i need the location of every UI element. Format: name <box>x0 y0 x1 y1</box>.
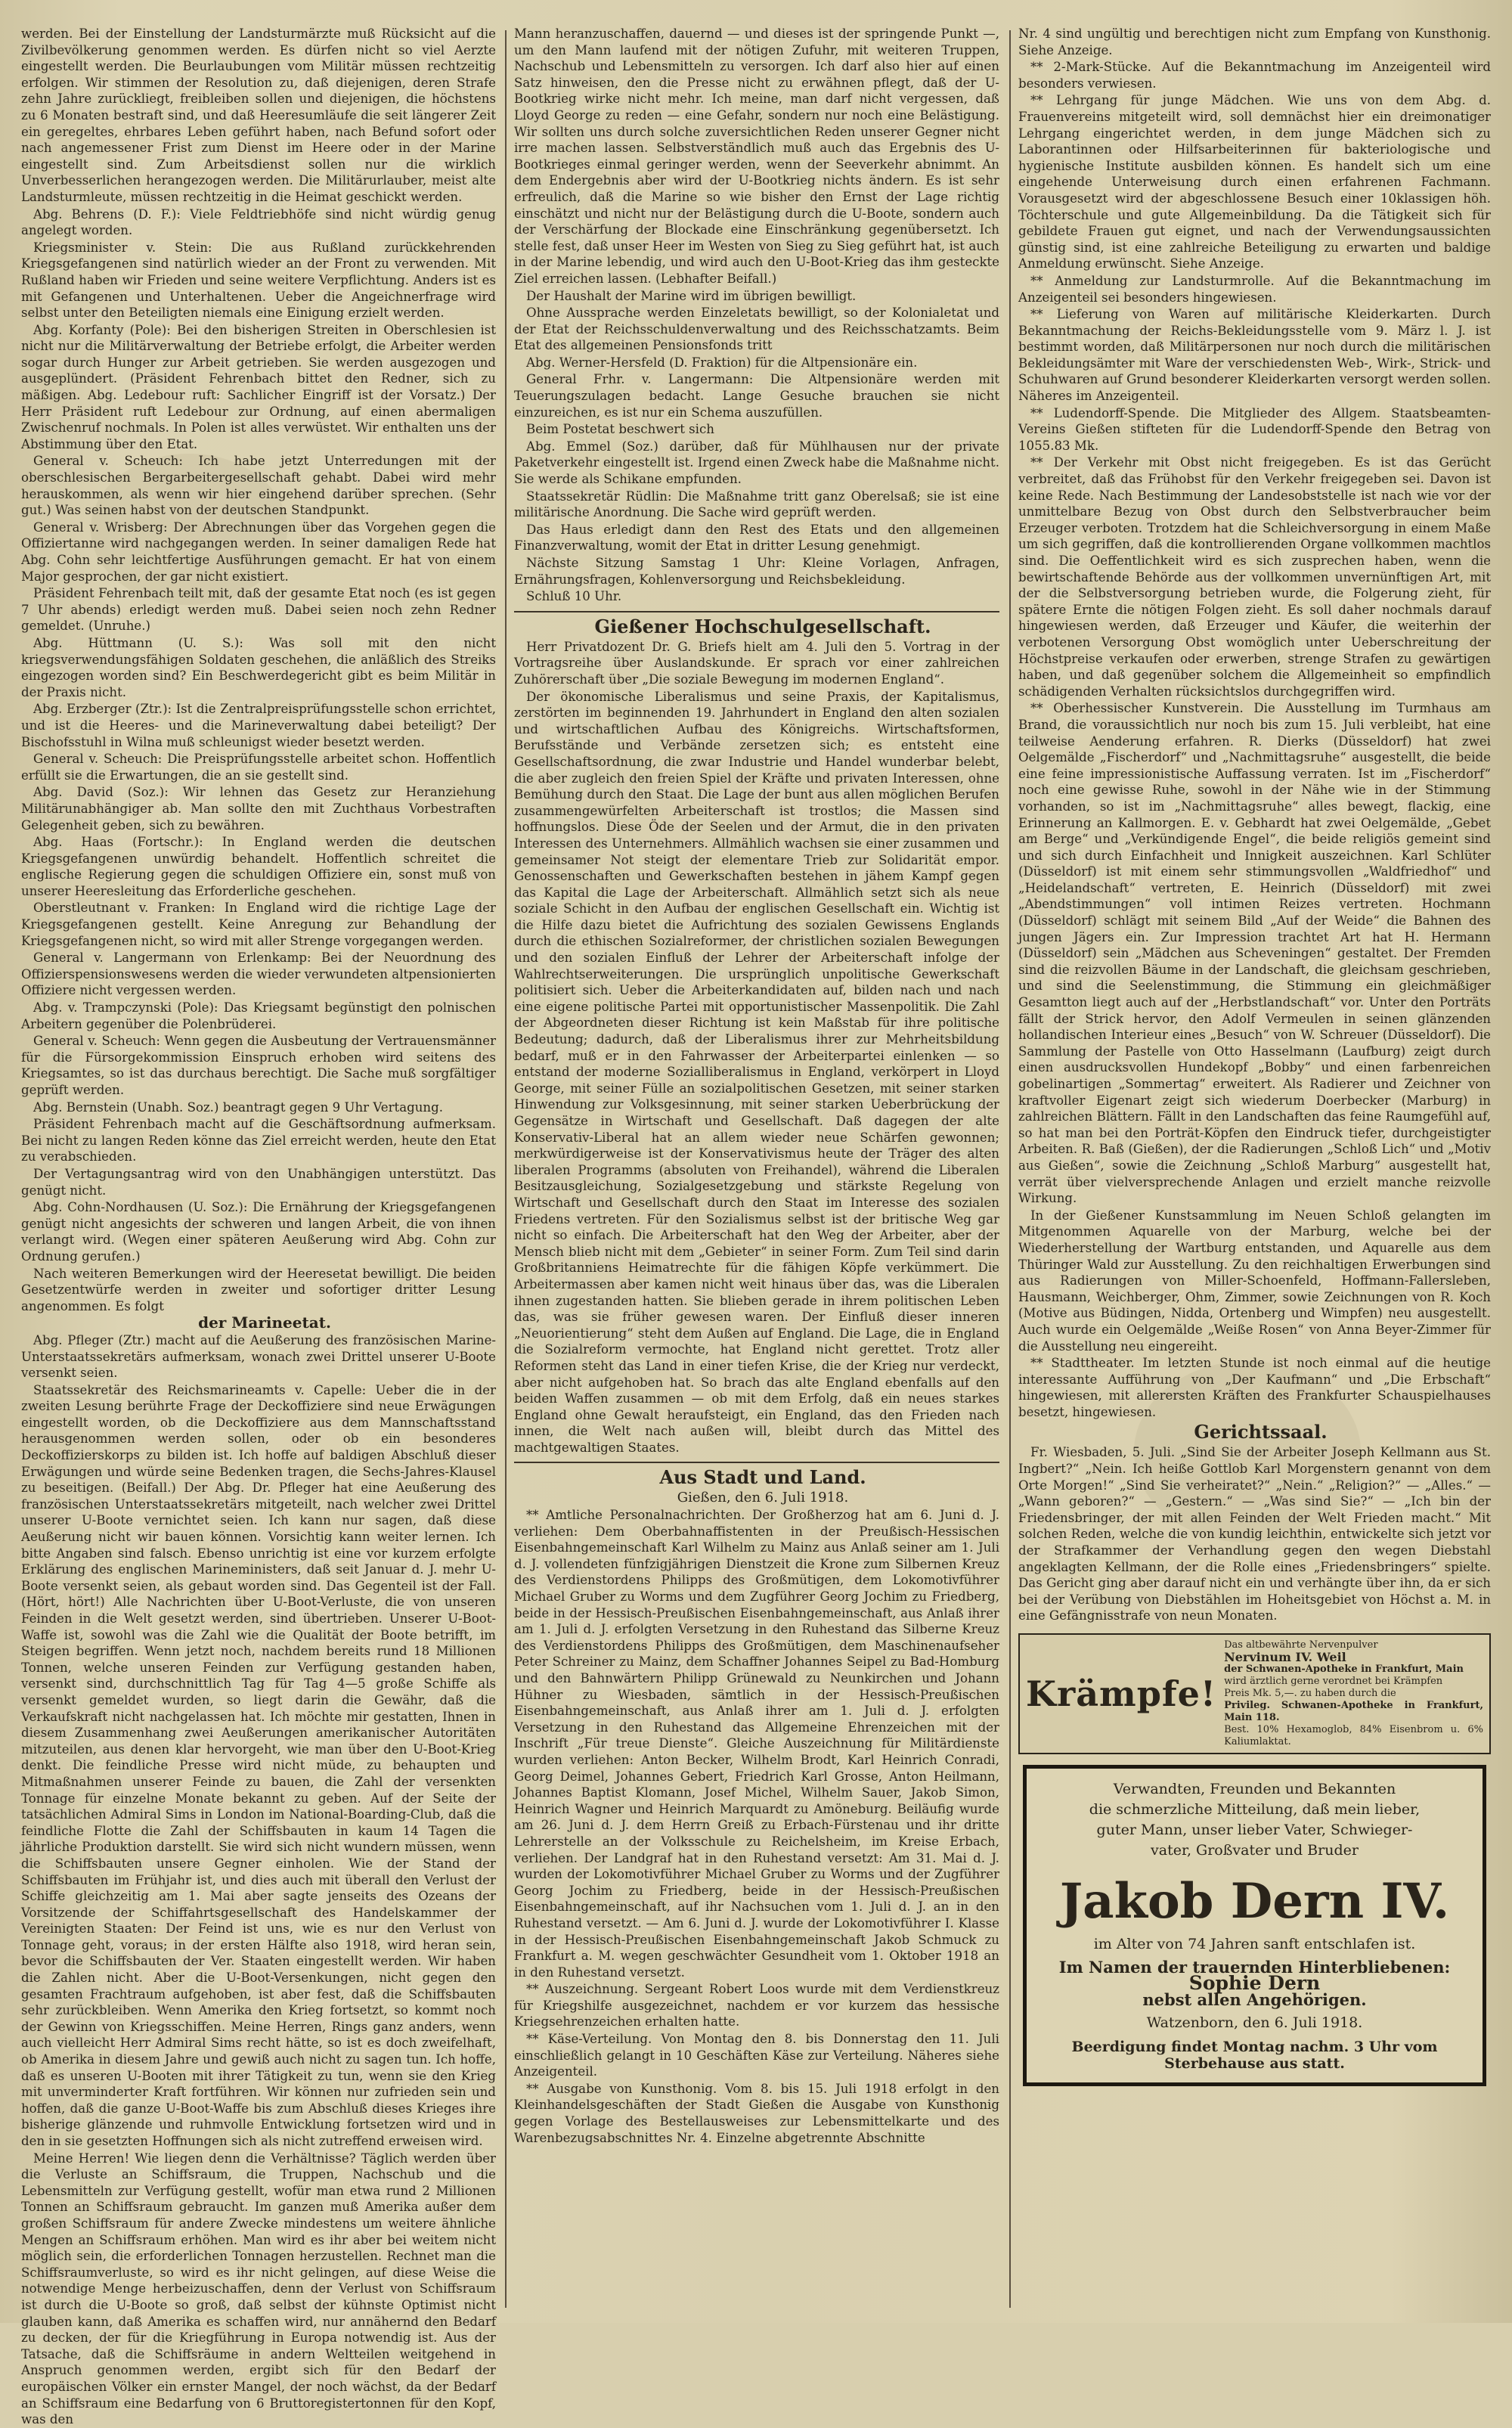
article-paragraph: General v. Scheuch: Ich habe jetzt Unterredungen mit der oberschlesischen Bergarbeitergesellschaft gehabt. Dabei wird mehr herauskommen, als wenn wir hier eingehend darüber sprechen. (Sehr gut.) Was seinen habst von der deutschen Standpunkt. <box>21 454 496 518</box>
article-paragraph: Präsident Fehrenbach macht auf die Geschäftsordnung aufmerksam. Bei nicht zu langen Reden könne das Ziel erreicht werden, heute den Etat zu verabschieden. <box>21 1117 496 1164</box>
column-middle <box>514 26 999 2309</box>
deceased-name: Jakob Dern IV. <box>1059 1873 1450 1930</box>
notice-signature-rel: nebst allen Angehörigen. <box>1142 1989 1367 2009</box>
article-paragraph: Nr. 4 sind ungültig und berechtigen nicht zum Empfang von Kunsthonig. Siehe Anzeige. <box>1018 26 1491 57</box>
article-paragraph: General v. Scheuch: Die Preisprüfungsstelle arbeitet schon. Hoffentlich erfüllt sie die Erwartungen, die an sie gestellt sind. <box>21 752 496 783</box>
article-paragraph: Abg. Emmel (Soz.) darüber, daß für Mühlhausen nur der private Paketverkehr eingestellt ist. Irgend einen Zweck habe die Maßnahme nicht. Sie werde als Schikane empfunden. <box>514 439 999 487</box>
article-paragraph: Schluß 10 Uhr. <box>526 589 622 604</box>
article-paragraph: ** Lehrgang für junge Mädchen. Wie uns von dem Abg. d. Frauenvereins mitgeteilt wird, soll demnächst hier ein dreimonatiger Lehrgang eingerichtet werden, in dem junge Mädchen sich zu Laborantinnen oder Hilfsarbeiterinnen für bakteriologische und hygienische Institute ausbilden können. Es handelt sich um eine eingehende Unterweisung durch einen erfahrenen Fachmann. Vorausgesetzt wird der abgeschlossene Besuch einer 10klassigen höh. Töchterschule und gute Allgemeinbildung. Da die Tätigkeit sich für gebildete Frauen gut eignet, und nach der Verwendungsaussichten günstig sind, ist eine zahlreiche Beteiligung zu erwarten und baldige Anmeldung erwünscht. Siehe Anzeige. <box>1018 93 1491 271</box>
article-paragraph: Fr. Wiesbaden, 5. Juli. „Sind Sie der Arbeiter Joseph Kellmann aus St. Ingbert?“ „Nein. Ich heiße Gottlob Karl Morgenstern genannt von dem Orte Morgen!“ „Sind Sie verheiratet?“ „Nein.“ „Religion?“ — „Alles.“ — „Wann geboren?“ — „Gestern.“ — „Was sind Sie?“ — „Ich bin der Friedensbringer, der mit allen Feinden der Welt Frieden macht.“ Mit solchen Reden, welche die von kundig leichthin, entwickelte sich jetzt vor der Strafkammer der Verhandlung gegen den wegen Diebstahl angeklagten Kellmann, der die Rolle eines „Friedensbringers“ spielte. Das Gericht ging aber darauf nicht ein und verhängte über ihn, da er sich bei der Verübung von Diebstählen im Hoheitsgebiet von Höchst a. M. in eine Gefängnisstrafe von neun Monaten. <box>1018 1445 1491 1623</box>
article-paragraph: General v. Scheuch: Wenn gegen die Ausbeutung der Vertrauensmänner für die Fürsorgekommission Einspruch erhoben wird seitens des Kriegsamtes, so ist das durchaus berechtigt. Die Sache muß sorgfältiger geprüft werden. <box>21 1034 496 1097</box>
notice-age: im Alter von 74 Jahren sanft entschlafen ist. <box>1093 1936 1416 1952</box>
notice-place-date: Watzenborn, den 6. Juli 1918. <box>1146 2014 1363 2032</box>
article-paragraph: Oberstleutnant v. Franken: In England wird die richtige Lage der Kriegsgefangenen gestellt. Keine Anregung zur Behandlung der Kriegsgefangenen nicht, so wird mit aller Strenge vorgegangen werden. <box>21 901 496 948</box>
article-paragraph: Abg. Erzberger (Ztr.): Ist die Zentralpreisprüfungsstelle schon errichtet, und ist die Heeres- und die Marineverwaltung dabei beteiligt? Der Bischofsstuhl in Wilna muß schleunigst wieder besetzt werden. <box>21 702 496 749</box>
column-rule <box>505 30 507 2308</box>
article-paragraph: Abg. Bernstein (Unabh. Soz.) beantragt gegen 9 Uhr Vertagung. <box>33 1099 444 1115</box>
death-notice <box>1023 1765 1486 2086</box>
article-paragraph: Meine Herren! Wie liegen denn die Verhältnisse? Täglich werden über die Verluste an Schiffsraum, die Truppen, Nachschub und die Lebensmitteln zur Verfügung gestellt, wofür man etwa rund 2 Millionen Tonnen an Schiffsraum gebraucht. Im ganzen muß Amerika außer dem großen Schiffsraum für andere Zwecke mindestens um weitere ähnliche Mengen an Schiffsraum erhöhen. Man wird es ihr aber bei weitem nicht möglich sein, die erforderlichen Tonnagen herzustellen. Rechnet man die Schiffsraumverluste, so wird es ihr nicht gelingen, auf diese Weise die notwendige Menge herbeizuschaffen, denn der Verlust von Schiffsraum ist durch die U-Boote so groß, daß selbst der kühnste Optimist nicht glauben kann, daß Amerika es schaffen wird, nur annähernd den Bedarf zu decken, der für die Kriegführung in Europa notwendig ist. Aus der Tatsache, daß die Schiffsräume in andern Weltteilen weitgehend in Anspruch genommen werden, ergibt sich für den Bedarf der europäischen Völker ein ernster Mangel, der noch wächst, da der Bedarf an Schiffsraum eine Bedarfung von 6 Bruttoregistertonnen für den Kopf, was den <box>21 2150 496 2427</box>
article-paragraph: Ohne Aussprache werden Einzeletats bewilligt, so der Kolonialetat und der Etat der Reichsschuldenverwaltung und des Reichsschatzamts. Beim Etat des allgemeinen Pensionsfonds tritt <box>514 305 999 353</box>
article-paragraph: Abg. Korfanty (Pole): Bei den bisherigen Streiten in Oberschlesien ist nicht nur die Militärverwaltung der Betriebe erfolgt, die Arbeiter werden sogar durch Hunger zur Arbeit getrieben. Sie werden ausgezogen und ausgeplündert. (Präsident Fehrenbach bittet den Redner, sich zu mäßigen. Abg. Ledebour ruft: Sachlicher Eingriff ist der Vorsatz.) Der Herr Präsident ruft Ledebour zur Ordnung, auf einen abermaligen Zwischenruf nochmals. In Polen ist alles verwüstet. Wir enthalten uns der Abstimmung über den Etat. <box>21 322 496 451</box>
dateline: Gießen, den 6. Juli 1918. <box>677 1490 849 1506</box>
article-paragraph: ** Ausgabe von Kunsthonig. Vom 8. bis 15. Juli 1918 erfolgt in den Kleinhandelsgeschäften der Stadt Gießen die Ausgabe von Kunsthonig gegen Vorlage des Bestellausweises zur Lebensmittelkarte und des Warenbezugsabschnittes Nr. 4. Einzelne abgetrennte Abschnitte <box>514 2081 999 2145</box>
article-paragraph: Abg. Behrens (D. F.): Viele Feldtriebhöfe sind nicht würdig genug angelegt worden. <box>21 206 496 238</box>
column-right <box>1018 26 1491 2309</box>
article-paragraph: ** Lieferung von Waren auf militärische Kleiderkarten. Durch Bekanntmachung der Reichs-Bekleidungsstelle vom 9. März l. J. ist bestimmt worden, daß Militärpersonen nur noch durch die militärischen Bekleidungsämter mit Ware der verschiedensten Web-, Wirk-, Strick- und Schuhwaren auf Grund besonderer Kleiderkarten versorgt werden sollen. Näheres im Anzeigenteil. <box>1018 307 1491 404</box>
ad-line: Best. 10% Hexamoglob, 84% Eisenbrom u. 6% Kaliumlaktat. <box>1224 1724 1483 1747</box>
ad-headline: Krämpfe! <box>1026 1673 1217 1714</box>
notice-line: Verwandten, Freunden und Bekannten <box>1113 1781 1396 1797</box>
article-paragraph: General Frhr. v. Langermann: Die Altpensionäre werden mit Teuerungszulagen bedacht. Lange Gesuche brauchen sie nicht einzureichen, es ist nur ein Schema auszufüllen. <box>514 372 999 420</box>
section-title: Gerichtssaal. <box>1194 1421 1328 1443</box>
article-paragraph: Nächste Sitzung Samstag 1 Uhr: Kleine Vorlagen, Anfragen, Ernährungsfragen, Kohlenversorgung und Reichsbekleidung. <box>514 556 999 587</box>
article-paragraph: Abg. Werner-Hersfeld (D. Fraktion) für die Altpensionäre ein. <box>526 355 918 370</box>
ad-line: der Schwanen-Apotheke in Frankfurt, Main <box>1224 1664 1464 1675</box>
ad-line: Preis Mk. 5,—. zu haben durch die <box>1224 1688 1396 1699</box>
article-paragraph: Mann heranzuschaffen, dauernd — und dieses ist der springende Punkt —, um den Mann laufend mit der nötigen Zufuhr, mit weiteren Truppen, Nachschub und Lebensmitteln zu versorgen. Ich darf also hier auf einen Satz hinweisen, den die Presse nicht zu erwähnen pflegt, daß der U-Bootkrieg wirke nicht mehr. Ich meine, man darf nicht vergessen, daß Lloyd George zu reden — eine Gefahr, sondern nur noch eine Belästigung. Wir sollten uns durch solche zuversichtlichen Reden unserer Gegner nicht irre machen lassen. Selbstverständlich muß auch das Ergebnis des U-Bootkrieges einmal geringer werden, wenn der Seeverkehr abnimmt. An dem Endergebnis aber wird der U-Bootkrieg nichts ändern. Es ist sehr erfreulich, daß die Marine so wie bisher den Ernst der Lage richtig einschätzt und nicht nur der Belästigung durch die U-Boote, sondern auch der Verschärfung der Blockade eine Einschränkung gegenübersetzt. Ich stelle fest, daß unser Heer im Westen von Sieg zu Sieg geführt hat, ist auch in der Marine lebendig, und wird auch den U-Boot-Krieg das ihm gesteckte Ziel erreichen lassen. (Lebhafter Beifall.) <box>514 26 999 286</box>
section-heading: der Marineetat. <box>198 1313 331 1332</box>
article-paragraph: ** Auszeichnung. Sergeant Robert Loos wurde mit dem Verdienstkreuz für Kriegshilfe ausgezeichnet, nachdem er vor kurzem das hessische Kriegsehrenzeichen erhalten hatte. <box>514 1982 999 2030</box>
notice-line: guter Mann, unser lieber Vater, Schwieger- <box>1096 1822 1413 1838</box>
notice-burial: Beerdigung findet Montag nachm. 3 Uhr vom Sterbehause aus statt. <box>1071 2038 1438 2072</box>
article-paragraph: Abg. v. Trampczynski (Pole): Das Kriegsamt begünstigt den polnischen Arbeitern gegenüber die Polenbrüderei. <box>21 1000 496 1031</box>
article-paragraph: General v. Langermann von Erlenkamp: Bei der Neuordnung des Offizierspensionswesens werden die wieder verwundeten altpensionierten Offiziere nicht vergessen werden. <box>21 950 496 998</box>
article-paragraph: Abg. Cohn-Nordhausen (U. Soz.): Die Ernährung der Kriegsgefangenen genügt nicht angesichts der schweren und langen Arbeit, die von ihnen verlangt wird. (Wegen einer späteren Aeußerung wird Abg. Cohn zur Ordnung gerufen.) <box>21 1200 496 1264</box>
article-paragraph: ** Amtliche Personalnachrichten. Der Großherzog hat am 6. Juni d. J. verliehen: Dem Oberbahnaffistenten in der Preußisch-Hessischen Eisenbahngemeinschaft Karl Wilhelm zu Mainz aus Anlaß seiner am 1. Juli d. J. vollendeten fünfzigjährigen Dienstzeit die Krone zum Silbernen Kreuz des Verdienstordens Philipps des Großmütigen, dem Lokomotivführer Michael Gruber zu Worms und dem Zugführer Georg Jochim zu Friedberg, beide in der Hessisch-Preußischen Eisenbahngemeinschaft, aus Anlaß ihrer am 1. Juli d. J. erfolgten Versetzung in den Ruhestand das Silberne Kreuz des Verdienstordens Philipps des Großmütigen, dem Maschinenaufseher Peter Schreiner zu Mainz, dem Schaffner Johannes Seipel zu Bad-Homburg und den Bahnwärtern Philipp Grünewald zu Neunkirchen und Johann Hühner zu Wiesbaden, sämtlich in der Hessisch-Preußischen Eisenbahngemeinschaft, aus Anlaß ihrer am 1. Juli d. J. erfolgten Versetzung in den Ruhestand das Allgemeine Ehrenzeichen mit der Inschrift „Für treue Dienste“. Gleiche Auszeichnung für Militärdienste wurden verliehen: Anton Becker, Wilhelm Brodt, Karl Heinrich Conradi, Georg Deimel, Johannes Gebert, Friedrich Karl Grosse, Anton Heilmann, Johannes Baptist Klomann, Josef Michel, Wilhelm Sauer, Jakob Simon, Heinrich Wagner und Heinrich Marquardt zu Amöneburg. Beiläufig wurde am 26. Juni d. J. dem Herrn Greiß zu Erbach-Fürstenau und ihr dritte Lehrerstelle an der Volksschule zu Reichelsheim, im Kreise Erbach, verliehen. Der Landgraf hat in den Ruhestand versetzt: Am 31. Mai d. J. wurden der Lokomotivführer Michael Gruber zu Worms und der Zugführer Georg Jochim zu Friedberg, beide in der Hessisch-Preußischen Eisenbahngemeinschaft, auf ihr Nachsuchen vom 1. Juli d. J. an in den Ruhestand versetzt. — Am 6. Juni d. J. wurde der Lokomotivführer I. Klasse in der Hessisch-Preußischen Eisenbahngemeinschaft Jakob Schmuck zu Frankfurt a. M. wegen geschwächter Gesundheit vom 1. Oktober 1918 an in den Ruhestand versetzt. <box>514 1508 999 1980</box>
article-paragraph: Abg. Pfleger (Ztr.) macht auf die Aeußerung des französischen Marine-Unterstaatssekretärs aufmerksam, wonach zwei Drittel unserer U-Boote versenkt seien. <box>21 1332 496 1381</box>
article-paragraph: ** Ludendorff-Spende. Die Mitglieder des Allgem. Staatsbeamten-Vereins Gießen stifteten für die Ludendorff-Spende den Betrag von 1055.83 Mk. <box>1018 405 1491 453</box>
notice-line: die schmerzliche Mitteilung, daß mein lieber, <box>1089 1801 1421 1818</box>
article-paragraph: ** Oberhessischer Kunstverein. Die Ausstellung im Turmhaus am Brand, die voraussichtlich nur noch bis zum 15. Juli verbleibt, hat eine teilweise Aenderung erfahren. R. Dierks (Düsseldorf) hat zwei Oelgemälde „Fischerdorf“ und „Nachmittagsruhe“ ausgestellt, die beide eine feine impressionistische Auffassung verraten. Ist im „Fischerdorf“ noch eine gewisse Ruhe, sowohl in der Nähe wie in der Stimmung vorhanden, so ist im „Nachmittagsruhe“ alles bewegt, flackig, eine Erinnerung an Kallmorgen. E. v. Gebhardt hat zwei Oelgemälde, „Gebet am Berge“ und „Verkündigende Engel“, die beide religiös gemeint sind und sich durch Einfachheit und Innigkeit auszeichnen. Karl Schlüter (Düsseldorf) ist mit einem sehr stimmungsvollen „Waldfriedhof“ und „Heidelandschaft“ vertreten, E. Heinrich (Düsseldorf) mit zwei „Abendstimmungen“ voll intimen Reizes vertreten. Hochmann (Düsseldorf) schlägt mit seinem Bild „Auf der Weide“ die Bahnen des jungen Jägers ein. Zur Impression trachtet Art hat H. Hermann (Düsseldorf) sein „Mädchen aus Scheveningen“ gestaltet. Der Fremden sind die reizvollen Bäume in der Landschaft, die gleichsam geschrieben, und sind die Seelenstimmung, die Stimmung ein gleichmäßiger Gesamtton liegt auch auf der „Herbstlandschaft“ vor. Unter den Porträts fällt der Strick hervor, den Adolf Vermeulen in seinen glänzenden hollandischen Interieur eines „Besuch“ von W. Schreuer (Düsseldorf). Die Sammlung der Pastelle von Otto Hasselmann (Laufburg) zeigt durch einen ausdrucksvollen Hundekopf „Bobby“ und einen farbenreichen gobelinartigen „Sommertag“ erweitert. Als Radierer und Zeichner von kraftvoller Eigenart zeigt sich wiederum Doerbecker (Marburg) in zahlreichen Blättern. Fällt in den Landschaften das feine Raumgefühl auf, so hat man bei den Porträt-Köpfen den Eindruck tiefer, durchgeistigter Arbeiten. R. Baß (Gießen), der die Radierungen „Schloß Lich“ und „Motiv aus Gießen“, sowie die Zeichnung „Schloß Marburg“ ausgestellt hat, verrät über vielversprechende Anlagen und erzielt manche reizvolle Wirkung. <box>1018 701 1491 1206</box>
section-title: Gießener Hochschulgesellschaft. <box>594 615 931 637</box>
article-paragraph: In der Gießener Kunstsammlung im Neuen Schloß gelangten im Mitgenommen Aquarelle von der Marburg, welche bei der Wiederherstellung der Wartburg entstanden, und Aquarelle aus dem Thüringer Wald zur Ausstellung. Zu den reichhaltigen Erwerbungen sind aus Radierungen von Miller-Schoenfeld, Hoffmann-Fallersleben, Hausmann, Weichberger, Ohm, Zimmer, sowie Zeichnungen von R. Koch (Motive aus Büdingen, Nidda, Ortenberg und Wimpfen) neu ausgestellt. Auch wurde ein Oelgemälde „Weiße Rosen“ von Anna Beyer-Zimmer für die Ausstellung neu eingereiht. <box>1018 1208 1491 1354</box>
article-paragraph: Der Haushalt der Marine wird im übrigen bewilligt. <box>526 288 857 303</box>
article-paragraph: Abg. David (Soz.): Wir lehnen das Gesetz zur Heranziehung Militärunabhängiger ab. Man sollte den mit Zuchthaus Vorbestraften Gelegenheit geben, sich zu bewähren. <box>21 785 496 833</box>
article-paragraph: ** 2-Mark-Stücke. Auf die Bekanntmachung im Anzeigenteil wird besonders verwiesen. <box>1018 60 1491 91</box>
section-title: Aus Stadt und Land. <box>659 1466 866 1489</box>
ad-line: Das altbewährte Nervenpulver <box>1224 1639 1378 1651</box>
ad-text <box>1224 1639 1483 1748</box>
article-paragraph: Das Haus erledigt dann den Rest des Etats und den allgemeinen Finanzverwaltung, womit der Etat in dritter Lesung genehmigt. <box>514 522 999 554</box>
article-paragraph: Der ökonomische Liberalismus und seine Praxis, der Kapitalismus, zerstörten im beginnenden 19. Jahrhundert in England den alten sozialen und wirtschaftlichen Aufbau des Königreichs. Wirtschaftsformen, Berufsstände und Verbände zersetzen sich; es entsteht eine Gesellschaftsordnung, die zwar Industrie und Handel wunderbar belebt, die aber zugleich den freien Spiel der Kräfte und privaten Interessen, ohne Bemühung durch den Staat. Die Lage der bunt aus allen möglichen Berufen zusammengewürfelten Arbeiterschaft ist trostlos; die Massen sind hoffnungslos. Diese Öde der Seelen und der Armut, die in den privaten Interessen des Unternehmers. Allmählich wachsen sie einer zusammen und gemeinsamer Not steigt der elementare Trieb zur Solidarität empor. Genossenschaften und Gewerkschaften bestehen in jähem Kampf gegen das Kapital die Lage der Arbeiterschaft. Allmählich setzt sich als neue soziale Schicht in den Aufbau der englischen Gesellschaft ein. Wichtig ist die Hilfe dazu bietet die Aufrichtung des sozialen Gewissens Englands durch die ethischen Sozialreformer, der christlichen sozialen Bewegungen und den sozialen Einfluß der Lehrer der Arbeiterschaft infolge der Wahlrechtserweiterungen. Die ursprünglich unpolitische Gewerkschaft politisiert sich. Ueber die Arbeiterkandidaten auf, bilden nach und nach eine eigene politische Partei mit opportunistischer Massenpolitik. Die Zahl der Abgeordneten dieser Richtung ist kein Maßstab für ihre politische Bedeutung; dadurch, daß der Liberalismus ihrer zur Mehrheitsbildung bedarf, muß er in den Fahrwasser der Arbeiterpartei einlenken — so entstand der moderne Sozialliberalismus in England, verkörpert in Lloyd George, mit seiner Fülle an sozialpolitischen Gesetzen, mit seiner starken Hinwendung zur Volksgesinnung, mit seiner starken Ueberbrückung der Gegensätze in Wirtschaft und Gesellschaft. Daß dagegen der alte Konservativ-Liberal hat an allem wieder neue Schärfen gewonnen; merkwürdigerweise ist der Konservativismus heute der Träger des alten liberalen Programms (absoluten von Freihandel), während die Liberalen Besitzausgleichung, Sozialgesetzgebung und stärkste Regelung von Wirtschaft und Gesellschaft durch den Staat im Interesse des sozialen Friedens vertreten. Für den Sozialismus selbst ist der britische Weg gar nicht so einfach. Die Arbeiterschaft hat den Weg der Arbeiter, aber der Mensch blieb nicht mit dem „Gebieter“ in seiner Form. Zum Teil sind darin Großbritanniens Heimatrechte für die fähigen Köpfe verkümmert. Die Arbeitermassen aber kamen nicht weit hinaus über das, was die Liberalen ihnen zugestanden hatten. Sie blieben gerade in ihrem politischen Leben das, was sie früher gewesen waren. Der Einfluß dieser inneren „Neuorientierung“ steht dem Außen auf England. Die Lage, die in England die Sozialreform vermochte, hat England nicht gerettet. Trotz aller Reformen steht das Land in einer tiefen Krise, die der Krieg nur verdeckt, aber nicht aufgehoben hat. So brach das alte England ebenfalls auf den beiden Waffen zusammen — ob mit dem Erfolg, daß ein neues starkes England ohne Gewalt heraufsteigt, ein England, das den Frieden nach innen, die Welt nach außen will, bleibt durch das Mittel des machtgewaltigen Staates. <box>514 689 999 1455</box>
column-left <box>21 26 496 2427</box>
article-paragraph: Staatssekretär des Reichsmarineamts v. Capelle: Ueber die in der zweiten Lesung berührte Frage der Deckoffiziere sind neue Erwägungen eingestellt worden, ob die Deckoffiziere aus dem Mannschaftsstand herausgenommen werden sollen, oder ob ein besonderes Deckoffizierskorps zu bilden ist. Ich hoffe auf baldigen Abschluß dieser Erwägungen und würde seine Bedenken tragen, die Sechs-Jahres-Klausel zu beseitigen. (Beifall.) Der Abg. Dr. Pfleger hat eine Aeußerung des französischen Unterstaatssekretärs mitgeteilt, nach welcher zwei Drittel unserer U-Boote vernichtet seien. Ich kann nur sagen, daß diese Aeußerung nicht wir bauen können. Vorsichtig kann weiter lernen. Ich bitte Angaben sind falsch. Ebenso unrichtig ist eine vor kurzem erfolgte Erklärung des englischen Marineministers, daß seit Januar d. J. mehr U-Boote versenkt seien, als gebaut worden sind. Das Gegenteil ist der Fall. (Hört, hört!) Alle Nachrichten über U-Boot-Verluste, die von unseren Feinden in die Welt gesetzt werden, sind übertrieben. Unserer U-Boot-Waffe ist, sowohl was die Zahl wie die Qualität der Boote betrifft, im Steigen begriffen. Wenn jetzt noch, nachdem bereits rund 18 Millionen Tonnen, welche unseren Feinden zur Verfügung gestanden haben, versenkt sind, durchschnittlich Tag für Tag 4—5 große Schiffe als versenkt gemeldet wurden, so liegt darin die Gewähr, daß die Verkaufskraft nicht nachgelassen hat. Ich möchte mir gestatten, Ihnen in diesem Zusammenhang zwei Aeußerungen amerikanischer Autoritäten mitzuteilen, aus denen klar hervorgeht, wie man über den U-Boot-Krieg denkt. Die feindliche Presse wird nicht müde, zu behaupten und Mitmaßnahmen unserer Feinde zu bauen, die Zahl der versenkten Tonnage für einzelne Monate bekannt zu geben. Auf der Seite der tatsächlichen Admiral Sims in London im National-Boarding-Club, daß die feindliche Flotte die Zahl der Schiffsbauten in kaum 14 Tagen die jährliche Produktion darstellt. Sie wird sich nicht wundern müssen, wenn die Schiffsbauten unsere Gegner einholen. Wie der Stand der Schiffsbauten im Frühjahr ist, und dies auch mit überall den Verlust der Schiffe gleichzeitig am 1. Mai aber sagte jenseits des Ozeans der Vorsitzende der Schiffahrtsgesellschaft des Handelskammer der Vereinigten Staaten: Der Feind ist uns, wie es nur den Verlust von Tonnage geht, voraus; in der ersten Hälfte also 1918, wird heran sein, bevor die Schiffsbauten der Ver. Staaten eingestellt werden. Wir haben die Zahlen nicht. Aber die U-Boot-Versenkungen, nicht gegen den gesamten Frachtraum aufgehoben, ist aber fest, daß die Schiffsbauten sehr zurückbleiben. Wenn Amerika den Krieg fortsetzt, so kommt noch der Gewinn von Kriegsschiffen. Meine Herren, Rings ganz anders, wenn auch vielleicht Herr Admiral Sims recht hätte, so ist es doch zweifelhaft, ob Amerika in diesem Jahre und gewiß auch nicht zu sagen tun. Ich hoffe, daß es unseren U-Booten mit ihrer Tätigkeit zu tun, wenn sie den Krieg mit unverminderter Kraft fortführen. Wir können nur zufrieden sein und hoffen, daß die ganze U-Boot-Waffe bis zum Abschluß dieses Krieges ihre bisherige glänzende und ruhmvolle Entwicklung fortsetzen wird und in den in sie gesetzten Hoffnungen sich als nicht zutreffend erweisen wird. <box>21 1382 496 2148</box>
notice-line: vater, Großvater und Bruder <box>1151 1842 1359 1859</box>
article-paragraph: Beim Postetat beschwert sich <box>526 422 714 437</box>
article-paragraph: Der Vertagungsantrag wird von den Unabhängigen unterstützt. Das genügt nicht. <box>21 1166 496 1198</box>
article-paragraph: ** Käse-Verteilung. Von Montag den 8. bis Donnerstag den 11. Juli einschließlich gelangt in 10 Geschäften Käse zur Verteilung. Näheres siehe Anzeigenteil. <box>514 2032 999 2079</box>
article-paragraph: Kriegsminister v. Stein: Die aus Rußland zurückkehrenden Kriegsgefangenen sind natürlich wieder an der Front zu verwenden. Mit Rußland haben wir Frieden und seine weitere Verpflichtung. Anders ist es mit Gefangenen und Unterhaltenen. Ueber die Angeichnerfrage wird selbst unter den Beteiligten niemals eine Einigung erzielt werden. <box>21 240 496 321</box>
column-rule <box>1009 30 1011 2308</box>
advertisement-box <box>1018 1633 1491 1754</box>
notice-signature-intro: Im Namen der trauernden Hinterbliebenen: <box>1058 1957 1451 1977</box>
article-paragraph: werden. Bei der Einstellung der Landsturmärzte muß Rücksicht auf die Zivilbevölkerung genommen werden. Es dürfen nicht so viel Aerzte eingestellt werden. Die Beurlaubungen vom Militär müssen rechtzeitig erfolgen. Wir stimmen der Resolution zu, daß diejenigen, deren Strafe zehn Jahre zurückliegt, freibleiben sollen und diejenigen, die höchstens zu 6 Monaten bestraft sind, und daß Heeresumläufe die seit längerer Zeit ein geregeltes, ehrbares Leben geführt haben, nach Befund sofort oder nach angemessener Frist zum Dienst im Heere oder in der Marine eingestellt sind. Zum Arbeitsdienst sollen nur die wirklich Unverbesserlichen herangezogen werden. Die Militärurlauber, meist alte Landsturmleute, müssen rechtzeitig in die Heimat geschickt werden. <box>21 26 496 204</box>
section-divider <box>514 611 999 612</box>
article-paragraph: ** Stadttheater. Im letzten Stunde ist noch einmal auf die heutige interessante Aufführung von „Der Kaufmann“ und „Die Erbschaft“ hingewiesen, mit allerersten Kräften des Frankfurter Schauspielhauses besetzt, hingewiesen. <box>1018 1356 1491 1419</box>
ad-line: wird ärztlich gerne verordnet bei Krämpfen <box>1224 1676 1443 1687</box>
notice-signature-name: Sophie Dern <box>1188 1972 1321 1995</box>
article-paragraph: Herr Privatdozent Dr. G. Briefs hielt am 4. Juli den 5. Vortrag in der Vortragsreihe über Auslandskunde. Er sprach vor einer zahlreichen Zuhörerschaft über „Die soziale Bewegung im modernen England“. <box>514 639 999 687</box>
article-paragraph: Nach weiteren Bemerkungen wird der Heeresetat bewilligt. Die beiden Gesetzentwürfe werden in zweiter und sofortiger dritter Lesung angenommen. Es folgt <box>21 1266 496 1313</box>
article-paragraph: ** Der Verkehr mit Obst nicht freigegeben. Es ist das Gerücht verbreitet, daß das Frühobst für den Verkehr freigegeben sei. Davon ist keine Rede. Nach Bestimmung der Landesobststelle ist nach wie vor der unmittelbare Bezug von Obst durch den Selbstverbraucher beim Erzeuger verboten. Trotzdem hat die Schleichversorgung in einem Maße um sich gegriffen, daß die kontrollierenden Organe vollkommen machtlos sind. Die Oeffentlichkeit wird es sich zusprechen haben, wenn die bewirtschaftende Behörde aus der vollkommen unvernünftigen Art, mit der die Selbstversorgung betrieben wurde, die Folgerung zieht, für spätere Ernte die nötigen Folgen zieht. Es soll daher nochmals darauf hingewiesen werden, daß Erzeuger und Käufer, die weiterhin der verbotenen Versorgung Obst womöglich unter Ueberschreitung der Höchstpreise verkaufen oder erwerben, strenge Strafen zu gewärtigen haben, und daß gegenüber solchem die Allgemeinheit so empfindlich schädigenden Verhalten rücksichtslos durchgegriffen wird. <box>1018 455 1491 699</box>
ad-line: Nervinum IV. Weil <box>1224 1650 1346 1664</box>
article-paragraph: Präsident Fehrenbach teilt mit, daß der gesamte Etat noch (es ist gegen 7 Uhr abends) erledigt werden muß. Dabei seien noch zehn Redner gemeldet. (Unruhe.) <box>21 586 496 634</box>
ad-line: Privileg. Schwanen-Apotheke in Frankfurt, Main 118. <box>1224 1700 1483 1723</box>
article-paragraph: Abg. Haas (Fortschr.): In England werden die deutschen Kriegsgefangenen unwürdig behandelt. Hoffentlich schreitet die englische Regierung gegen die schuldigen Offiziere ein, sonst muß von unserer Heeresleitung das Erforderliche geschehen. <box>21 835 496 898</box>
article-paragraph: Abg. Hüttmann (U. S.): Was soll mit den nicht kriegsverwendungsfähigen Soldaten geschehen, die anläßlich des Streiks eingezogen worden sind? Ein Beschwerdegericht gibt es beim Militär in der Praxis nicht. <box>21 635 496 699</box>
article-paragraph: Staatssekretär Rüdlin: Die Maßnahme tritt ganz Oberelsaß; sie ist eine militärische Anordnung. Die Sache wird geprüft werden. <box>514 488 999 520</box>
article-paragraph: General v. Wrisberg: Der Abrechnungen über das Vorgehen gegen die Offiziertanne wird nachgegangen werden. In seiner damaligen Rede hat Abg. Cohn sehr leichtfertige Ausführungen gemacht. Er hat von einem Major gesprochen, der gar nicht existiert. <box>21 519 496 584</box>
section-divider <box>514 1462 999 1463</box>
article-paragraph: ** Anmeldung zur Landsturmrolle. Auf die Bekanntmachung im Anzeigenteil sei besonders hingewiesen. <box>1018 273 1491 305</box>
